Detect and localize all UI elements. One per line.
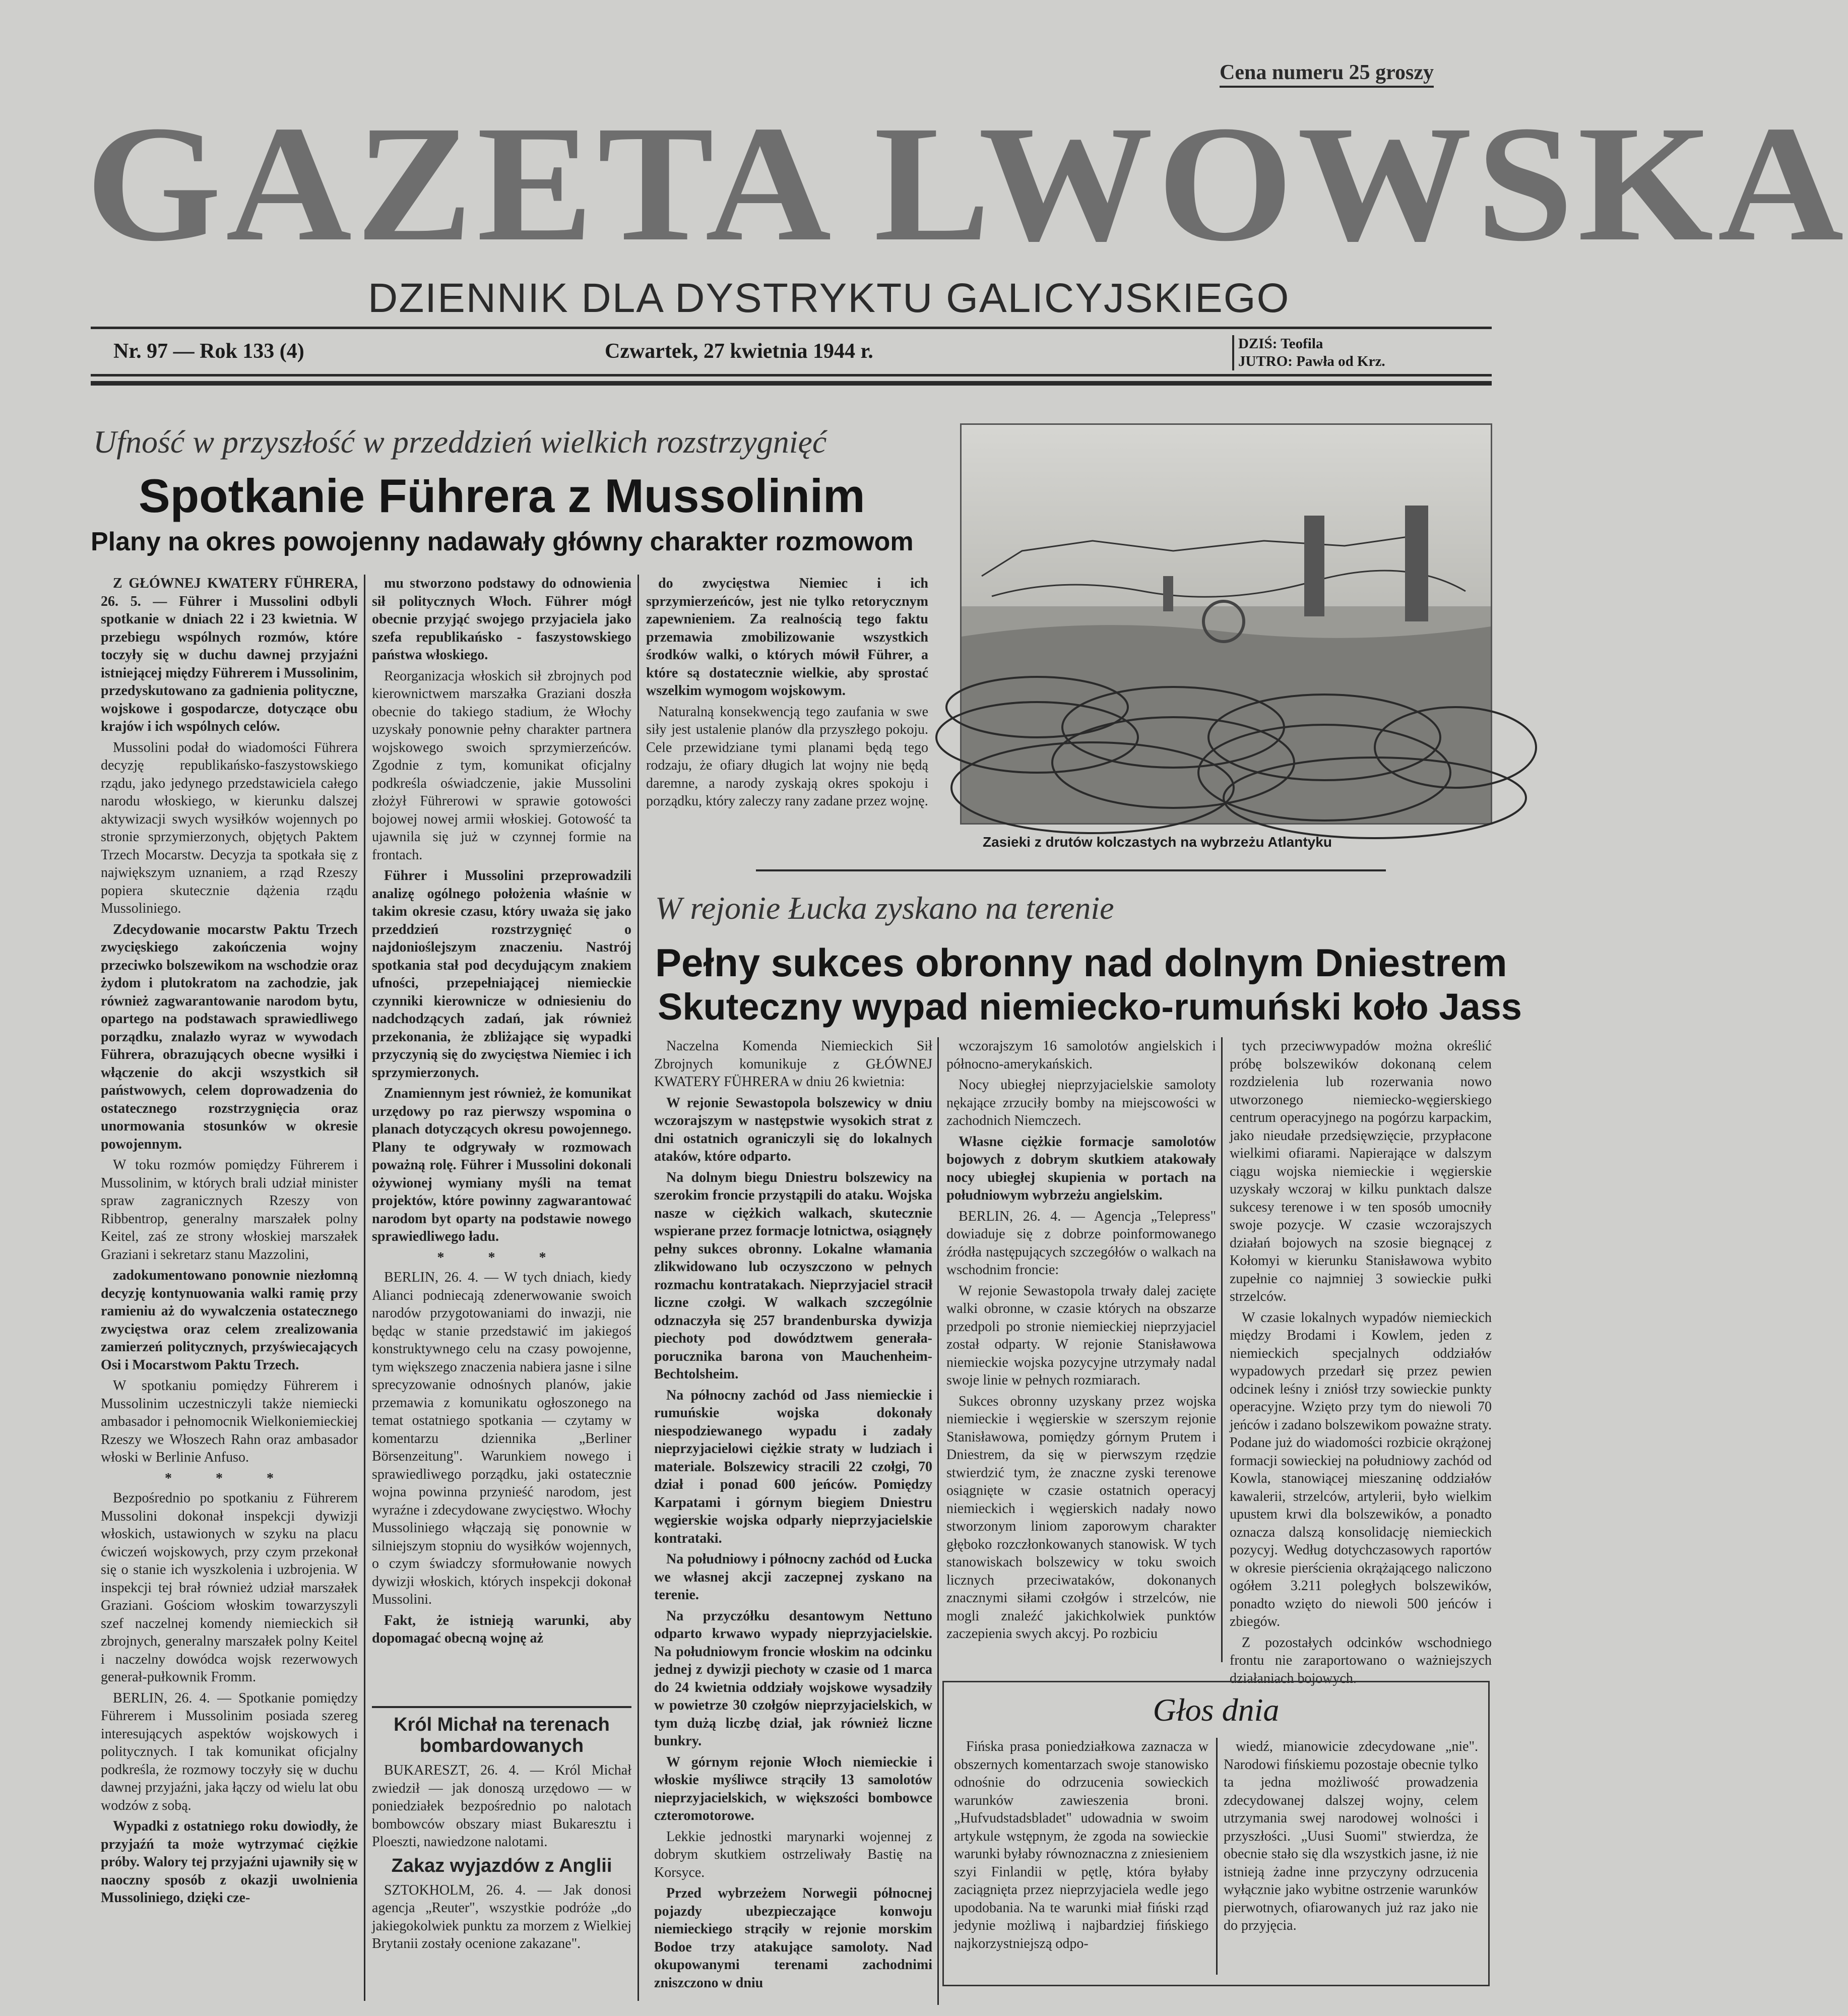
article1-c3-p1: do zwycięstwa Niemiec i ich sprzymierzeńców, jest nie tylko retorycznym zapewnieniem. Za realnością tego faktu przemawia zmobilizowanie wszystkich środków walki, o których mówił Führer, a które są dostatecznie wielkie, aby sprostać wszelkim wymogom wojskowym. <box>646 576 928 699</box>
article1-column-2 <box>372 575 631 1704</box>
article2-kicker: W rejonie Łucka zyskano na terenie <box>655 890 1114 926</box>
article1-c1-p6: W spotkaniu pomiędzy Führerem i Mussolinim uczestniczyli także niemiecki ambasador i pełnomocnik Wielkoniemieckiej Rzeszy we Włoszech Rahn oraz ambasador włoski w Berlinie Anfuso. <box>101 1378 358 1465</box>
article2-c1-p7: W górnym rejonie Włoch niemieckie i włoskie myśliwce strąciły 13 samolotów nieprzyjacielskich, w większości bombowce czteromotorowe. <box>654 1754 932 1823</box>
article1-c2-p4: Znamiennym jest również, że komunikat urzędowy po raz pierwszy wspomina o planach dotyczących okresu powojennego. Plany te odgrywały w rozmowach poważną rolę. Führer i Mussolini dokonali ożywionej wymiany myśli na temat projektów, które powinny zagwarantować narodom byt oparty na podstawie nowego sprawiedliwego ładu. <box>372 1086 631 1244</box>
article2-c1-p4: Na północny zachód od Jass niemieckie i rumuńskie wojska dokonały niespodziewanego wypadu i zadały nieprzyjacielowi ciężkie straty w ludziach i materiale. Bolszewicy stracili 22 czołgi, 70 dział i ponad 600 jeńców. Pomiędzy Karpatami i górnym biegiem Dniestru węgierskie wojska odparły nieprzyjacielskie kontrataki. <box>654 1387 932 1546</box>
article2-c2-p5: W rejonie Sewastopola trwały dalej zacięte walki obronne, w czasie których na obszarze przedpoli po stronie niemieckiej nieprzyjaciel został odparty. W rejonie Stanisławowa niemieckie wojska pozycyjne utrzymały nadal swoje linie w pełnych rozmiarach. <box>946 1283 1216 1388</box>
atlantic-barbed-wire-photo <box>960 423 1492 825</box>
article1-c1-p5: zadokumentowano ponownie niezłomną decyzję kontynuowania walki ramię przy ramieniu aż do wywalczenia ostatecznego zwycięstwa oraz celem zrealizowania zamierzeń politycznych, przyświecających Osi i Mocarstwom Paktu Trzech. <box>101 1268 358 1373</box>
glos-dnia-column-1 <box>954 1738 1208 1980</box>
article1-column-1 <box>101 575 358 2001</box>
article1-c1-p8: BERLIN, 26. 4. — Spotkanie pomiędzy Führerem i Mussolinim posiada szereg interesujących aspektów wojskowych i politycznych. I tak komunikat oficjalny podkreśla, że rozmowy toczyły się w duchu dawnej przyjaźni, jaka łączy od wielu lat obu wodzów z sobą. <box>101 1690 358 1813</box>
article2-column-3 <box>1230 1037 1492 1686</box>
article2-headline: Pełny sukces obronny nad dolnym Dniestrem <box>655 940 1507 985</box>
zakaz-headline: Zakaz wyjazdów z Anglii <box>391 1855 612 1876</box>
article2-c1-p3: Na dolnym biegu Dniestru bolszewicy na szerokim froncie przystąpili do ataku. Wojska nasze w ciężkich walkach, skutecznie wspierane przez formacje lotnictwa, osiągnęły pełny sukces obronny. Lokalne włamania zlikwidowano lub oczyszczono w pełnych rozmachu kontratakach. Nieprzyjaciel stracił liczne czołgi. W walkach szczególnie odznaczyła się 257 brandenburska dywizja piechoty pod dowództwem generała-porucznika barona von Mauchenheim-Bechtolsheim. <box>654 1169 932 1382</box>
price-label: Cena numeru 25 groszy <box>1220 60 1434 88</box>
glos-dnia-column-2 <box>1224 1738 1478 1980</box>
article2-c3-p1: tych przeciwwypadów można określić próbę bolszewików dokonaną celem rozdzielenia lub rozerwania nowo utworzonego niemiecko-węgierskiego centrum operacyjnego na pogórzu karpackim, jako nieudałe przedsięwzięcie, przypłacone wielkimi ofiarami. Napierające w dalszym ciągu wojska niemieckie i węgierskie uzyskały wczoraj w kilku punktach dalsze sukcesy terenowe i w ten sposób umocniły swoje pozycje. W czasie wczorajszych działań bojowych na szosie biegnącej z Kołomyi w kierunku Stanisławowa wybito zupełnie co najmniej 3 sowieckie pułki strzelców. <box>1230 1038 1492 1304</box>
article2-c2-p4: BERLIN, 26. 4. — Agencja „Telepress" dowiaduje się z dobrze poinformowanego źródła następujących szczegółów o walkach na wschodnim froncie: <box>946 1208 1216 1278</box>
issue-number: Nr. 97 — Rok 133 (4) <box>113 340 304 363</box>
article2-c2-p1: wczorajszym 16 samolotów angielskich i północno-amerykańskich. <box>946 1038 1216 1072</box>
article1-c2-p3: Führer i Mussolini przeprowadzili analizę ogólnego położenia właśnie w takim okresie czasu, który uważa się jako przeddzień rozstrzygnięć o najdonioślejszym znaczeniu. Nastrój spotkania stał pod decydującym znakiem ufności, przepełniającej niemieckie czynniki kierownicze w odniesieniu do nadchodzących zadań, jak również przekonania, że zbliżające się wypadki przyczynią się do zwycięstwa Niemiec i ich sprzymierzonych. <box>372 868 631 1081</box>
glos-dnia-box <box>942 1681 1490 1986</box>
article1-column-3 <box>646 575 928 857</box>
header-top-rule <box>91 327 1492 329</box>
article1-c2-p6: Fakt, że istnieją warunki, aby dopomagać obecną wojnę aż <box>372 1612 631 1646</box>
short-news-column <box>372 1706 631 2007</box>
article1-c2-separator: * * * <box>437 1249 566 1266</box>
article2-c2-p2: Nocy ubiegłej nieprzyjacielskie samoloty nękające zrzuciły bomby na miejscowości w zachodnich Niemczech. <box>946 1077 1216 1128</box>
article2-subheadline: Skuteczny wypad niemiecko-rumuński koło Jass <box>658 986 1522 1028</box>
glos-dnia-heading: Głos dnia <box>1153 1692 1280 1728</box>
article2-column-1 <box>654 1037 932 2005</box>
article1-headline: Spotkanie Führera z Mussolinim <box>139 469 865 522</box>
masthead-title: GAZETA LWOWSKA <box>86 92 1848 276</box>
issue-date: Czwartek, 27 kwietnia 1944 r. <box>605 340 873 363</box>
article2-column-2 <box>946 1037 1216 1662</box>
article1-c1-p1: Z GŁÓWNEJ KWATERY FÜHRERA, 26. 5. — Führer i Mussolini odbyli spotkanie w dniach 22 i 23 kwietnia. W przebiegu wspólnych rozmów, które toczyły się w duchu dawnej przyjaźni istniejącej między Führerem i Mussolinim, przedyskutowano za gadnienia polityczne, wojskowe i gospodarcze, dotyczące obu krajów i ich wspólnych celów. <box>101 576 358 734</box>
article2-c1-p2: W rejonie Sewastopola bolszewicy w dniu wczorajszym w następstwie wysokich strat z dni ostatnich ograniczyli się do lokalnych ataków, które odparto. <box>654 1095 932 1164</box>
zakaz-text: SZTOKHOLM, 26. 4. — Jak donosi agencja „Reuter", wszystkie podróże „do jakiegokolwiek punktu za morzem z Wielkiej Brytanii zostały ocenione zakazane". <box>372 1882 631 1951</box>
article2-c1-p5: Na południowy i północny zachód od Łucka we własnej akcji zaczepnej zyskano na terenie. <box>654 1551 932 1603</box>
krol-headline: Król Michał na terenach bombardowanych <box>394 1714 610 1756</box>
article1-c1-p2: Mussolini podał do wiadomości Führera decyzję republikańsko-faszystowskiego rządu, jako jedynego przedstawiciela całego narodu włoskiego, w kierunku dalszej aktywizacji swych wysiłków wojennych po stronie sprzymierzonych, objętych Paktem Trzech Mocarstw. Decyzja ta spotkała się z największym uznaniem, a rząd Rzeszy popiera skutecznie dążenia rządu Mussoliniego. <box>101 739 358 916</box>
header-rule-2 <box>91 381 1492 386</box>
glos-dnia-text-2: wiedź, mianowicie zdecydowane „nie". Narodowi fińskiemu pozostaje obecnie tylko ta jedna możliwość prowadzenia zdecydowanej dalszej wojny, celem utrzymania swej narodowej wolności i przyszłości. „Uusi Suomi" stwierdza, że obecnie stało się dla wszystkich jasne, iż nie istnieją żadne inne przyczyny odrzucenia wyłącznie jako wybitne ostrzenie warunków pierwotnych, ofiarowanych już raz jako nie do przyjęcia. <box>1224 1739 1478 1933</box>
article1-c1-p4: W toku rozmów pomiędzy Führerem i Mussolinim, w których brali udział minister spraw zagranicznych Rzeszy von Ribbentrop, generalny marszałek polny Keitel, zaś ze strony włoskiej marszałek Graziani i sekretarz stanu Mazzolini, <box>101 1157 358 1263</box>
article1-c3-p2: Naturalną konsekwencją tego zaufania w swe siły jest ustalenie planów dla przyszłego pokoju. Cele przewidziane tymi planami będą tego rodzaju, że ofiary długich lat wojny nie będą daremne, a narody zyskają okres spokoju i porządku, który zaleczy rany zadane przez wojnę. <box>646 704 928 809</box>
section-rule <box>756 869 1386 871</box>
article1-c1-p3: Zdecydowanie mocarstw Paktu Trzech zwycięskiego zakończenia wojny przeciwko bolszewikom na wschodzie oraz żydom i plutokratom na zachodzie, jak również zagwarantowanie narodom bytu, opartego na podstawach sprawiedliwego porządku, znalazło wyraz w wywodach Führera, obrazujących obecne wysiłki i włączenie do akcji wszystkich sił państwowych, celem doprowadzenia do ostatecznego rozstrzygnięcia oraz unormowania stosunków w okresie powojennym. <box>101 921 358 1152</box>
article1-kicker: Ufność w przyszłość w przeddzień wielkich rozstrzygnięć <box>93 424 827 460</box>
article2-c2-p6: Sukces obronny uzyskany przez wojska niemieckie i węgierskie w szerszym rejonie Stanisławowa, pomiędzy górnym Prutem i Dniestrem, da się w pierwszym rzędzie stwierdzić tym, że znaczne zyski terenowe osiągnięte w czasie ostatnich operacyj niemieckich i węgierskich nadały nowo stworzonym liniom zaporowym charakter głęboko rozczłonkowanych stanowisk. W tych stanowiskach bolszewicy w toku swoich licznych przeciwataków, dokonanych znacznymi siłami czołgów i strzelców, nie mogli znaleźć jakichkolwiek punktów zaczepienia swych akcyj. Po rozbiciu <box>946 1393 1216 1642</box>
article2-c1-p6: Na przyczółku desantowym Nettuno odparto krwawo wypady nieprzyjacielskie. Na południowym froncie włoskim na odcinku jednej z dywizji piechoty w czasie od 1 marca do 24 kwietnia oddziały wojskowe wysadziły w powietrze 30 czołgów nieprzyjacielskich, w tym dużą liczbę dział, jak również liczne bunkry. <box>654 1608 932 1749</box>
article2-c2-p3: Własne ciężkie formacje samolotów bojowych z dobrym skutkiem atakowały nocy ubiegłej skupienia w portach na południowym wybrzeżu angielskim. <box>946 1133 1216 1203</box>
column-divider <box>1221 1037 1223 1662</box>
name-days <box>1232 335 1385 370</box>
article1-c1-separator: * * * <box>165 1470 294 1486</box>
masthead-subtitle: DZIENNIK DLA DYSTRYKTU GALICYJSKIEGO <box>368 275 1290 321</box>
article1-c2-p1: mu stworzono podstawy do odnowienia sił politycznych Włoch. Führer mógł obecnie przyjąć swojego przyjaciela jako szefa republikańsko - faszystowskiego państwa włoskiego. <box>372 576 631 663</box>
article1-c2-p2: Reorganizacja włoskich sił zbrojnych pod kierownictwem marszałka Graziani doszła obecnie do takiego stadium, że Włochy uzyskały ponownie pełny charakter partnera wojskowego swoich sprzymierzeńców. Zgodnie z tym, komunikat oficjalny podkreśla oświadczenie, jakie Mussolini złożył Führerowi w sprawie gotowości bojowej nowej armii włoskiej. Gotowość ta ujawnila się już w czynnej formie na frontach. <box>372 668 631 863</box>
article2-c1-p9: Przed wybrzeżem Norwegii północnej pojazdy ubezpieczające konwoju niemieckiego strąciły w rejonie morskim Bodoe trzy atakujące samoloty. Nad okupowanymi terenami zachodnimi zniszczono w dniu <box>654 1885 932 1991</box>
article2-c3-p2: W czasie lokalnych wypadów niemieckich między Brodami i Kowlem, jeden z niemieckich specjalnych oddziałów wypadowych przedarł się przez pewien odcinek leśny i zniósł trzy sowieckie punkty operacyjne. Wzięto przy tym do niewoli 70 jeńców i zadano bolszewikom poważne straty. Podane już do wiadomości rozbicie okrążonej formacji sowieckiej na południowy zachód od Kowla, stanowiącej mieszaninę oddziałów kawalerii, strzelców, artylerii, było wielkim upustem krwi dla bolszewików, a ponadto oznacza dalszą konsolidację niemieckich pozycyj. Według dotychczasowych raportów w okresie pierścienia okrążającego naliczono ogółem 3.211 poległych bolszewików, ponadto wzięto do niewoli 500 jeńców i zbiegów. <box>1230 1309 1492 1629</box>
today-name-day: DZIŚ: Teofila <box>1238 336 1323 352</box>
article2-c1-p1: Naczelna Komenda Niemieckich Sił Zbrojnych komunikuje z GŁÓWNEJ KWATERY FÜHRERA w dniu 26 kwietnia: <box>654 1038 932 1090</box>
article1-subheadline: Plany na okres powojenny nadawały główny charakter rozmowom <box>91 527 914 556</box>
column-divider <box>937 1037 939 2005</box>
header-rule-1 <box>91 374 1492 376</box>
article1-c1-p7: Bezpośrednio po spotkaniu z Führerem Mussolini dokonał inspekcji dywizji włoskich, ustawionych w szyku na placu ćwiczeń wojskowych, przy czym przekonał się o stanie ich wyszkolenia i uzbrojenia. W inspekcji tej brał również udział marszałek Graziani. Gościom włoskim towarzyszyli szef naczelnej komendy niemieckich sił zbrojnych, generalny marszałek polny Keitel i naczelny dowódca wojsk rezerwowych generał-pułkownik Fromm. <box>101 1490 358 1685</box>
tomorrow-name-day: JUTRO: Pawła od Krz. <box>1238 353 1385 369</box>
photo-caption: Zasieki z drutów kolczastych na wybrzeżu Atlantyku <box>983 834 1332 850</box>
article2-c1-p8: Lekkie jednostki marynarki wojennej z dobrym skutkiem ostrzeliwały Bastię na Korsyce. <box>654 1829 932 1880</box>
article1-c2-p5: BERLIN, 26. 4. — W tych dniach, kiedy Alianci podniecają zdenerwowanie swoich narodów przygotowaniami do inwazji, nie będąc w stanie przedstawić im jakiegoś konstruktywnego celu na czasy powojenne, tym większego znaczenia nabiera jasne i silne sprecyzowanie odnośnych planów, jakie przemawia z komunikatu ogłoszonego na temat ostatniego spotkania — czytamy w komentarzu dziennika „Berliner Börsenzeitung". Warunkiem nowego i sprawiedliwego porządku, jaki ostatecznie wojna powinna przynieść narodom, jest wyraźne i zdecydowane zwycięstwo. Włochy Mussoliniego włączają się ponownie w silniejszym stopniu do wysiłków wojennych, o czym świadczy sformułowanie nowych dywizji włoskich, których inspekcji dokonał Mussolini. <box>372 1270 631 1607</box>
article1-c1-p9: Wypadki z ostatniego roku dowiodły, że przyjaźń ta może wytrzymać ciężkie próby. Walory tej przyjaźni ujawniły się w naoczny sposób z okazji uwolnienia Mussoliniego, dzięki cze- <box>101 1818 358 1906</box>
column-divider <box>638 575 639 2001</box>
column-divider <box>1216 1738 1218 1975</box>
column-divider <box>364 575 365 2001</box>
glos-dnia-text-1: Fińska prasa poniedziałkowa zaznacza w obszernych komentarzach swoje stanowisko odnośnie do odrzucenia sowieckich warunków zawieszenia broni. „Hufvudstadsbladet" udowadnia w swoim artykule wstępnym, że zgoda na sowieckie warunki byłaby równoznaczna z zniesieniem szyi Finlandii w pętlę, która byłaby zaciągnięta przez nieprzyjaciela wedle jego upodobania. Na te warunki miał fiński rząd jedynie możliwą i najbardziej fińskiego najkorzystniejszą odpo- <box>954 1739 1208 1951</box>
article2-c3-p3: Z pozostałych odcinków wschodniego frontu nie zaraportowano o ważniejszych działaniach bojowych. <box>1230 1634 1492 1686</box>
krol-text: BUKARESZT, 26. 4. — Król Michał zwiedził — jak donoszą urzędowo — w poniedziałek bezpośrednio po nalotach bombowców obszary miast Bukaresztu i Ploeszti, nawiedzone nalotami. <box>372 1762 631 1850</box>
